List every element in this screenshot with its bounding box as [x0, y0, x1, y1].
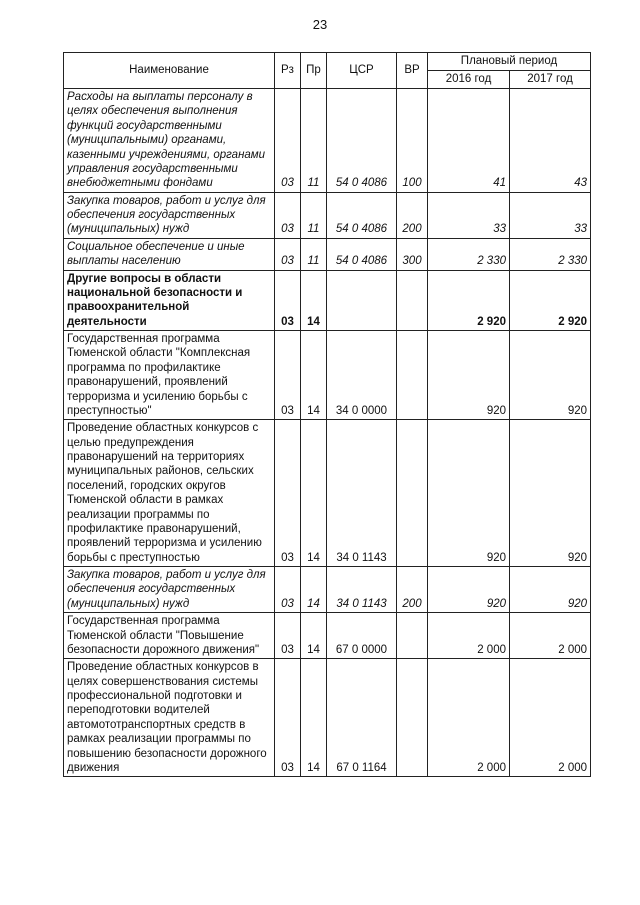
cell-pr: 14 [301, 613, 327, 659]
cell-rz: 03 [275, 89, 301, 193]
cell-pr: 14 [301, 270, 327, 331]
cell-rz: 03 [275, 420, 301, 567]
cell-vr: 200 [397, 192, 428, 238]
cell-csr: 67 0 0000 [327, 613, 397, 659]
cell-csr: 34 0 1143 [327, 567, 397, 613]
cell-vr [397, 420, 428, 567]
cell-2016: 920 [428, 331, 510, 420]
cell-name: Социальное обеспечение и иные выплаты населению [64, 238, 275, 270]
cell-2016: 2 000 [428, 659, 510, 777]
table-row [64, 331, 591, 420]
cell-vr [397, 613, 428, 659]
table-row [64, 270, 591, 331]
cell-vr: 200 [397, 567, 428, 613]
cell-vr [397, 331, 428, 420]
table-row [64, 89, 591, 193]
cell-pr: 11 [301, 89, 327, 193]
cell-rz: 03 [275, 613, 301, 659]
cell-name: Закупка товаров, работ и услуг для обеспечения государственных (муниципальных) нужд [64, 192, 275, 238]
cell-pr: 14 [301, 659, 327, 777]
cell-csr: 67 0 1164 [327, 659, 397, 777]
cell-vr [397, 659, 428, 777]
cell-vr [397, 270, 428, 331]
cell-csr: 54 0 4086 [327, 238, 397, 270]
table-row [64, 567, 591, 613]
cell-2016: 920 [428, 567, 510, 613]
header-rz: Рз [275, 53, 301, 89]
cell-rz: 03 [275, 192, 301, 238]
cell-2016: 2 000 [428, 613, 510, 659]
cell-2016: 41 [428, 89, 510, 193]
cell-2016: 33 [428, 192, 510, 238]
cell-name: Закупка товаров, работ и услуг для обеспечения государственных (муниципальных) нужд [64, 567, 275, 613]
cell-pr: 14 [301, 420, 327, 567]
cell-2016: 2 330 [428, 238, 510, 270]
cell-2017: 2 330 [510, 238, 591, 270]
header-vr: ВР [397, 53, 428, 89]
cell-vr: 300 [397, 238, 428, 270]
header-planned-period: Плановый период [428, 53, 591, 71]
cell-name: Проведение областных конкурсов в целях совершенствования системы профессиональной подготовки и переподготовки водителей автомототранспортных средств в рамках реализации программы по повышению безопасности дорожного движения [64, 659, 275, 777]
cell-2017: 920 [510, 331, 591, 420]
cell-csr [327, 270, 397, 331]
cell-name: Проведение областных конкурсов с целью предупреждения правонарушений на территориях муниципальных районов, сельских поселений, городских округов Тюменской области в рамках реализации программы по профилактике правонарушений, проявлений терроризма и усилению борьбы с преступностью [64, 420, 275, 567]
cell-2017: 2 000 [510, 659, 591, 777]
cell-name: Другие вопросы в области национальной безопасности и правоохранительной деятельности [64, 270, 275, 331]
header-csr: ЦСР [327, 53, 397, 89]
cell-name: Государственная программа Тюменской области "Комплексная программа по профилактике правонарушений, проявлений терроризма и усилению борьбы с преступностью" [64, 331, 275, 420]
cell-2017: 2 000 [510, 613, 591, 659]
cell-pr: 11 [301, 192, 327, 238]
cell-name: Расходы на выплаты персоналу в целях обеспечения выполнения функций государственными (муниципальными) органами, казенными учреждениями, органами управления государственными внебюджетными фондами [64, 89, 275, 193]
table-row [64, 613, 591, 659]
header-year-2017: 2017 год [510, 71, 591, 89]
cell-2017: 2 920 [510, 270, 591, 331]
cell-rz: 03 [275, 238, 301, 270]
page-number: 23 [312, 17, 328, 32]
cell-csr: 54 0 4086 [327, 192, 397, 238]
table-body [64, 89, 591, 777]
budget-table [63, 52, 591, 777]
table-row [64, 659, 591, 777]
header-pr: Пр [301, 53, 327, 89]
cell-2016: 2 920 [428, 270, 510, 331]
cell-rz: 03 [275, 567, 301, 613]
cell-2017: 43 [510, 89, 591, 193]
header-name: Наименование [64, 53, 275, 89]
cell-csr: 54 0 4086 [327, 89, 397, 193]
cell-rz: 03 [275, 270, 301, 331]
header-year-2016: 2016 год [428, 71, 510, 89]
table-row [64, 192, 591, 238]
cell-csr: 34 0 0000 [327, 331, 397, 420]
cell-pr: 14 [301, 567, 327, 613]
cell-name: Государственная программа Тюменской области "Повышение безопасности дорожного движения" [64, 613, 275, 659]
cell-2017: 920 [510, 420, 591, 567]
cell-csr: 34 0 1143 [327, 420, 397, 567]
cell-rz: 03 [275, 659, 301, 777]
cell-vr: 100 [397, 89, 428, 193]
table-row [64, 420, 591, 567]
cell-2016: 920 [428, 420, 510, 567]
cell-2017: 920 [510, 567, 591, 613]
cell-2017: 33 [510, 192, 591, 238]
cell-pr: 14 [301, 331, 327, 420]
cell-pr: 11 [301, 238, 327, 270]
table-row [64, 238, 591, 270]
cell-rz: 03 [275, 331, 301, 420]
